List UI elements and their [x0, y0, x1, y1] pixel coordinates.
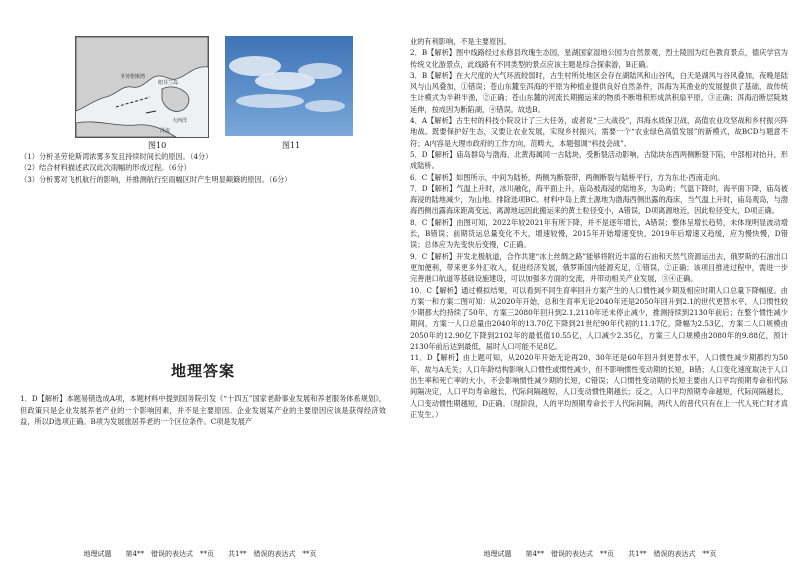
question-1: （1）分析圣劳伦斯湾浓雾多发且持续时间长的原因。（4分） — [20, 152, 213, 161]
answer-2: 2．B【解析】图中线路经过永修县玫瑰生态园，星湖国家湿地公园为自然景观，烈士陵园为红色教育景点，德庆学宫为传统文化游景点，此线路有不同类型的景点应该主题是综合探索游，B正确。 — [410, 48, 788, 69]
answer-5: 5．D【解析】庙岛群岛与渤海、北黄海属同一古陆块，受断裂活动影响，古陆块东西两侧断裂下陷，中部相对抬升，形成陆桥。 — [410, 149, 788, 171]
answer-title: 地理答案 — [170, 362, 235, 381]
right-footer: 地理试题 第4** 错误的表达式 **页 共1** 错误的表达式 **页 — [483, 550, 717, 558]
map-label-place1: 圣劳伦斯湾 — [120, 74, 146, 80]
question-2: （2）结合材料描述武汉此次雨幅的形成过程。（6分） — [20, 163, 191, 173]
figure-11-photo — [225, 36, 353, 136]
answer-11: 11．D【解析】由上题可知，从2020年开始无论再20、30年还是60年回升到更替水平，人口惯性减少期都约为50年，故与A无关；人口年龄结构影响人口惯性或惯性减少，但不影响惯性变动期的长短，B错；人口变化速度取决于人口出生率和死亡率的大小，不会影响惯性减少期的长短，C错误；人口惯性变动期的长短主要由人口平均预期寿命和代际间隔决定，人口平均寿命越长，代际间隔越短，人口变动惯性期越长；反之，人口平均预期寿命越短，代际间隔越长，人口变动惯性期越短，D正确。（现阶段，人的平均预期寿命长于人代际间隔，两代人的普代只有在上一代人死亡时才真正发生。） — [410, 353, 788, 419]
answer-1-cont: 业的有利影响，不是主要原因。 — [410, 37, 511, 46]
answer-4: 4．A【解析】古生村的科技小院设计了三大任务，或者说“三大战役”，洱海水质保卫战，高值农业攻坚战和乡村振兴阵地战。既要保护好生态，又要让农业发展，实现乡村振兴，需要一个“农业绿色高值发展”的新模式，故BCD与题意不符；A内容是大理市政府的工作方向，范畴大，本题强调“科技会战”。 — [410, 116, 788, 148]
figures — [20, 36, 386, 151]
map-graphic — [76, 37, 208, 137]
answer-7: 7．D【解析】气温上升时，冰川融化，海平面上升，庙岛被海浸的陆地多，为岛屿；气温下降时，海平面下降，庙岛被海浸的陆地减少，为山地。排除选项BC。材料中岛上黄土源地为渤海西侧出露的海床，当气温上升时，庙岛观岛，与渤海西侧出露海床距离变远，离源地远因此搬运来的黄土粒径变小，A错误，D项离源地近，因此粒径变大，D项正确。 — [410, 183, 788, 216]
figure-11-caption: 图11 — [282, 141, 301, 150]
answer-8: 8．C【解析】由图可知，2022年较2021年有所下降，并不是逐年增长，A错误；整体呈增长趋势，未体现明显波动增长，B错误；前期货运总量变化不大，增速较慢，2015年开始增速变快，2019年后增速又趋缓，应为慢快慢，D错误；总体应为先变快后变慢，C正确。 — [410, 217, 788, 250]
answer-1: 1．D【解析】本题易错选成A项，本题材料中提到国务院引发《“十四五”国家老龄事业发展和养老服务体系规划》，但政策只是企业发展养老产业的一个影响因素，并不是主要原因。企业发展某产业的主要原因应该是获得经济效益，所以D选项正确。B项为发展旅居养老的一个区位条件。C项是发展产 — [20, 394, 386, 426]
cloud-graphic — [225, 36, 353, 136]
answer-9: 9．C【解析】开发北极航道，合作共建“冰上丝绸之路”能够将附近丰富的石油和天然气资源运出去，俄罗斯的石油出口更加便利，带来更多外汇收入，促进经济发展，俄罗斯国内能源充足，①错误，②正确；该项目推进过程中，需进一步完善港口航道等基础设施建设，可以加强多方面的交流，并带动相关产业发展，③④正确。 — [410, 251, 788, 284]
answer-3: 3．B【解析】在大尺度的大气环流较弱时，古生村所处地区会存在湖陆风和山谷风，白天是湖风与谷风叠加，夜晚是陆风与山风叠加，①错误；苍山东麓至洱海的平原为种植业提供良好自然条件，洱海为其渔业的发展提供了基础，故传统生计模式为半耕半渔，②正确；苍山东麓的河流长期搬运来的物质不断堆积形成洪积扇平原，③正确；洱海沿断层陡坡延伸，按成因为断陷湖，④错误。故选B。 — [410, 70, 788, 114]
figure-10-map — [75, 36, 209, 138]
answer-6: 6．C【解析】如图所示，中间为陆桥，两侧为断裂带，两侧断裂与陆桥平行，方为东北-西南走向。 — [410, 172, 725, 182]
figure-10-caption: 图10 — [148, 141, 167, 150]
map-label-place3: 大西洋 — [172, 118, 188, 124]
answer-10: 10．C【解析】通过模拟结果，可以看到不同生育率回升方案产生的人口惯性减少期及相应时期人口总量下降幅度。由方案一和方案二图可知：从2020年开始，总和生育率无论2040年还是2050年回升到2.1的世代更替水平，人口惯性较少期都大约持续了50年，方案三2080年回升到2.1,2110年还未停止减少，推测持续到2130年前后；在整个惯性减少期间，方案一人口总量由2040年的13.70亿下降到21世纪90年代初的11.17亿，降幅为2.53亿，方案二人口规模由2050年的12.90亿下降到2102年的最低值10.55亿，人口减少2.35亿，方案三人口规模由2080年的9.88亿，预计2130年前后达到最低，届时人口可能不足8亿。 — [410, 285, 788, 352]
left-footer: 地理试题 第4** 错误的表达式 **页 共1** 错误的表达式 **页 — [83, 550, 317, 558]
map-legend: 洋流 — [160, 128, 171, 134]
right-page — [400, 0, 800, 565]
map-label-place2: 纽芬兰岛 — [158, 80, 179, 86]
question-3: （3）分析雾对飞机航行的影响，并推测航行至雨幅区时产生明显颠簸的原因。（6分） — [20, 174, 292, 184]
